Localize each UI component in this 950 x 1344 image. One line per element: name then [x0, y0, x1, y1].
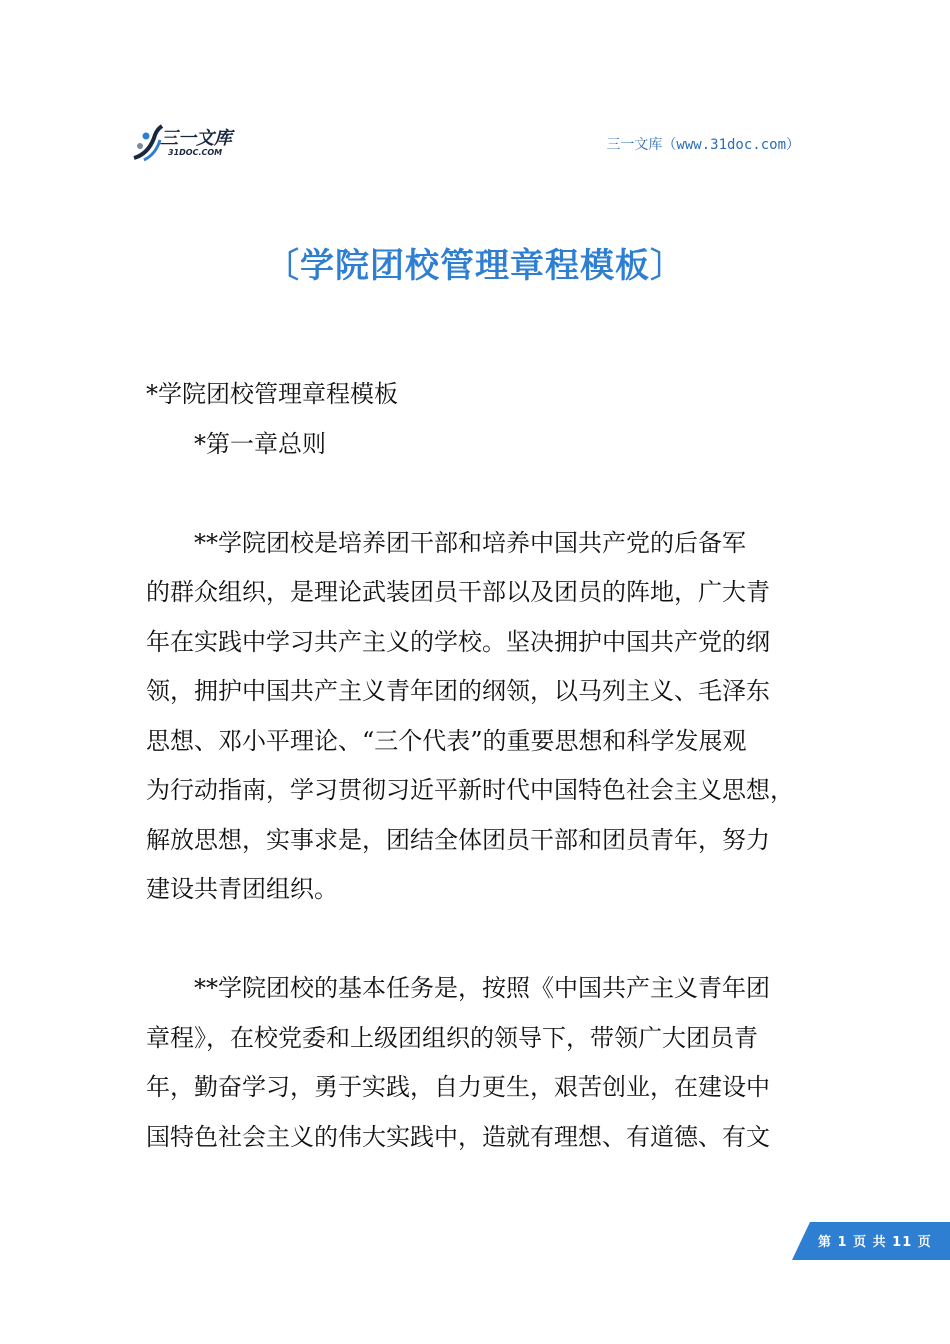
- text-line: 思想、邓小平理论、“三个代表”的重要思想和科学发展观: [146, 726, 747, 755]
- text-line: 国特色社会主义的伟大实践中，造就有理想、有道德、有文: [146, 1122, 770, 1151]
- document-title: 〔学院团校管理章程模板〕: [265, 246, 685, 286]
- logo-text: 三一文库: [160, 128, 232, 149]
- text-line: 领，拥护中国共产主义青年团的纲领，以马列主义、毛泽东: [146, 677, 770, 705]
- site-logo: [130, 118, 250, 166]
- text-line: 的群众组织，是理论武装团员干部以及团员的阵地，广大青: [146, 578, 770, 606]
- text-line: *学院团校管理章程模板: [146, 380, 398, 408]
- logo-subtext: 31DOC.COM: [168, 148, 223, 157]
- text-line: 为行动指南，学习贯彻习近平新时代中国特色社会主义思想，: [146, 776, 794, 804]
- text-line: 年在实践中学习共产主义的学校。坚决拥护中国共产党的纲: [146, 627, 770, 656]
- text-line: [146, 915, 816, 965]
- text-line: **学院团校的基本任务是，按照《中国共产主义青年团: [194, 974, 770, 1002]
- text-line: 章程》，在校党委和上级团组织的领导下，带领广大团员青: [146, 1023, 758, 1052]
- text-line: 年，勤奋学习，勇于实践，自力更生，艰苦创业，在建设中: [146, 1073, 770, 1101]
- document-body: [146, 370, 816, 1162]
- page-indicator-badge: [792, 1222, 950, 1260]
- text-line: [146, 469, 816, 519]
- page-indicator: 第 1 页 共 11 页: [818, 1235, 932, 1250]
- text-line: 建设共青团组织。: [146, 875, 338, 903]
- text-line: *第一章总则: [194, 429, 326, 458]
- site-link[interactable]: 三一文库（www.31doc.com）: [606, 137, 800, 153]
- text-line: 解放思想，实事求是，团结全体团员干部和团员青年，努力: [146, 825, 770, 854]
- text-line: **学院团校是培养团干部和培养中国共产党的后备军: [194, 528, 746, 557]
